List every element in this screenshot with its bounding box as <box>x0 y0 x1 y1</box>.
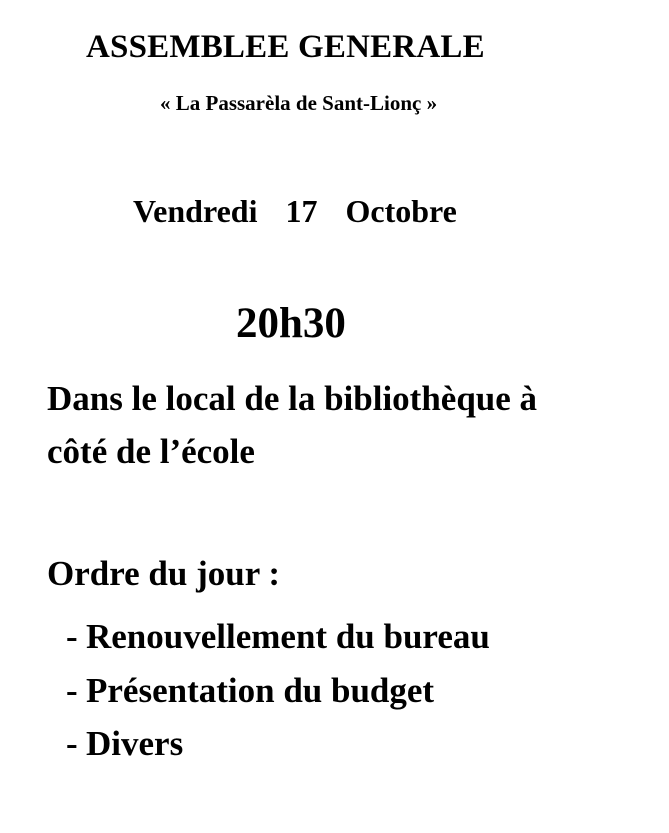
agenda-heading: Ordre du jour : <box>47 554 281 593</box>
notice-title: ASSEMBLEE GENERALE <box>86 29 485 65</box>
agenda-bullet: - <box>66 724 78 763</box>
agenda-item-text: Divers <box>86 724 184 763</box>
agenda-item <box>66 619 490 654</box>
meeting-date: Vendredi 17 Octobre <box>133 193 457 229</box>
agenda-bullet: - <box>66 671 78 710</box>
meeting-location-line-2: côté de l’école <box>47 432 255 471</box>
agenda-item-text: Présentation du budget <box>86 671 435 710</box>
meeting-location-line-1: Dans le local de la bibliothèque à <box>47 379 538 418</box>
agenda-item <box>66 726 183 761</box>
meeting-time: 20h30 <box>236 300 346 347</box>
agenda-item-text: Renouvellement du bureau <box>86 617 490 656</box>
agenda-item <box>66 673 434 708</box>
association-name: « La Passarèla de Sant-Lionç » <box>160 91 438 115</box>
agenda-bullet: - <box>66 617 78 656</box>
